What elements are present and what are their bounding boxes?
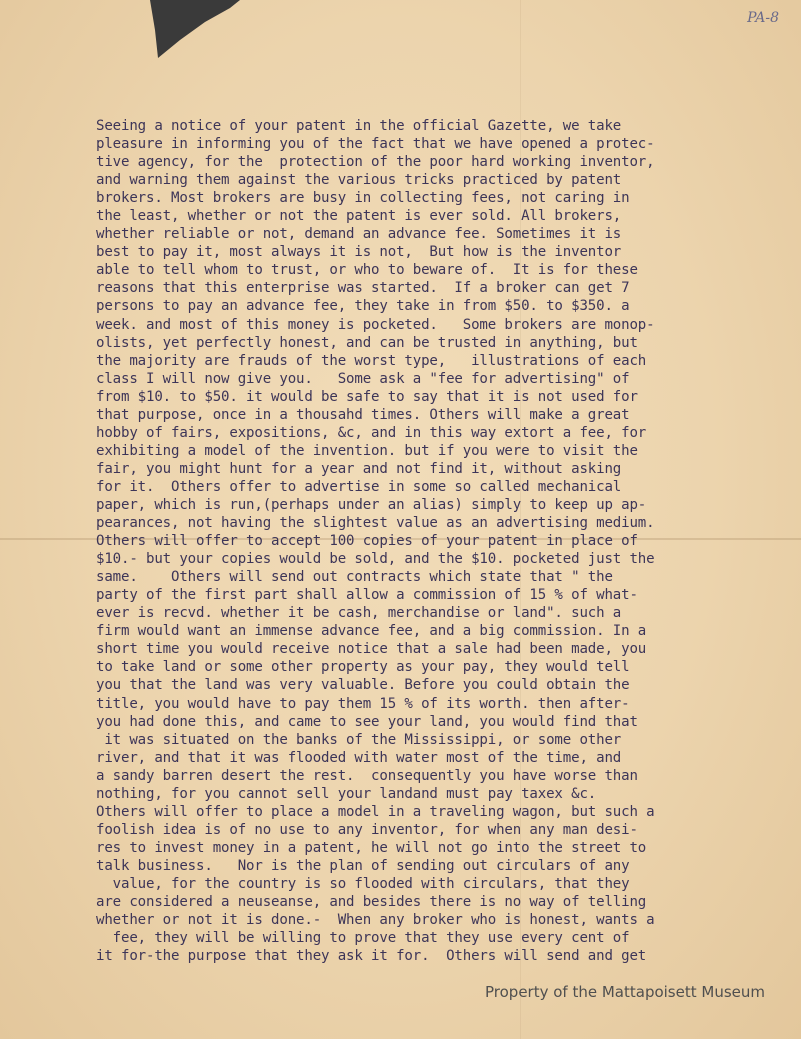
text-line: paper, which is run,(perhaps under an alias) simply to keep up ap- xyxy=(96,496,647,513)
text-line: whether reliable or not, demand an advance fee. Sometimes it is xyxy=(96,226,622,243)
text-line: value, for the country is so flooded with circulars, that they xyxy=(96,875,630,892)
text-line: Others will offer to place a model in a traveling wagon, but such a xyxy=(96,803,655,820)
text-line: reasons that this enterprise was started. If a broker can get 7 xyxy=(96,280,630,297)
text-line: are considered a neuseanse, and besides there is no way of telling xyxy=(96,894,647,911)
text-line: nothing, for you cannot sell your landand must pay taxex &c. xyxy=(96,785,597,802)
text-line: you that the land was very valuable. Before you could obtain the xyxy=(96,677,630,694)
text-line: pleasure in informing you of the fact that we have opened a protec- xyxy=(96,136,655,153)
text-line: best to pay it, most always it is not, But how is the inventor xyxy=(96,244,622,261)
text-line: foolish idea is of no use to any inventor, for when any man desi- xyxy=(96,821,638,838)
text-line: same. Others will send out contracts which state that " the xyxy=(96,569,613,586)
text-line: and warning them against the various tricks practiced by patent xyxy=(96,172,622,189)
typewritten-letter-body xyxy=(96,117,736,965)
text-line: for it. Others offer to advertise in some so called mechanical xyxy=(96,478,622,495)
text-line: olists, yet perfectly honest, and can be trusted in anything, but xyxy=(96,334,638,351)
text-line: the majority are frauds of the worst type, illustrations of each xyxy=(96,352,647,369)
text-line: fee, they will be willing to prove that they use every cent of xyxy=(96,930,630,947)
text-line: Seeing a notice of your patent in the official Gazette, we take xyxy=(96,118,622,134)
text-line: firm would want an immense advance fee, and a big commission. In a xyxy=(96,623,647,640)
text-line: party of the first part shall allow a commission of 15 % of what- xyxy=(96,587,638,604)
text-line: the least, whether or not the patent is ever sold. All brokers, xyxy=(96,208,622,225)
text-line: tive agency, for the protection of the poor hard working inventor, xyxy=(96,154,655,171)
text-line: able to tell whom to trust, or who to beware of. It is for these xyxy=(96,262,638,279)
torn-corner xyxy=(150,0,240,60)
text-line: title, you would have to pay them 15 % of its worth. then after- xyxy=(96,695,630,712)
text-line: hobby of fairs, expositions, &c, and in this way extort a fee, for xyxy=(96,424,647,441)
text-line: it for-the purpose that they ask it for. Others will send and get xyxy=(96,948,647,965)
reference-mark: PA-8 xyxy=(747,10,779,26)
text-line: whether or not it is done.- When any broker who is honest, wants a xyxy=(96,912,655,929)
text-line: Others will offer to accept 100 copies of your patent in place of xyxy=(96,533,638,550)
museum-watermark: Property of the Mattapoisett Museum xyxy=(485,983,765,1001)
text-line: ever is recvd. whether it be cash, merchandise or land". such a xyxy=(96,605,622,622)
text-line: you had done this, and came to see your land, you would find that xyxy=(96,713,638,730)
text-line: short time you would receive notice that a sale had been made, you xyxy=(96,641,647,658)
text-line: res to invest money in a patent, he will not go into the street to xyxy=(96,839,647,856)
text-line: it was situated on the banks of the Mississippi, or some other xyxy=(96,731,622,748)
text-line: pearances, not having the slightest value as an advertising medium. xyxy=(96,515,655,532)
text-line: $10.- but your copies would be sold, and the $10. pocketed just the xyxy=(96,551,655,568)
text-line: exhibiting a model of the invention. but if you were to visit the xyxy=(96,442,638,459)
text-line: to take land or some other property as your pay, they would tell xyxy=(96,659,630,676)
text-line: that purpose, once in a thousahd times. Others will make a great xyxy=(96,406,630,423)
text-line: river, and that it was flooded with water most of the time, and xyxy=(96,749,622,766)
text-line: a sandy barren desert the rest. consequently you have worse than xyxy=(96,767,638,784)
text-line: talk business. Nor is the plan of sending out circulars of any xyxy=(96,857,630,874)
text-line: class I will now give you. Some ask a "fee for advertising" of xyxy=(96,370,630,387)
text-line: persons to pay an advance fee, they take in from $50. to $350. a xyxy=(96,298,630,315)
text-line: brokers. Most brokers are busy in collecting fees, not caring in xyxy=(96,190,630,207)
text-line: week. and most of this money is pocketed. Some brokers are monop- xyxy=(96,316,655,333)
text-line: from $10. to $50. it would be safe to say that it is not used for xyxy=(96,388,638,405)
text-line: fair, you might hunt for a year and not find it, without asking xyxy=(96,460,622,477)
